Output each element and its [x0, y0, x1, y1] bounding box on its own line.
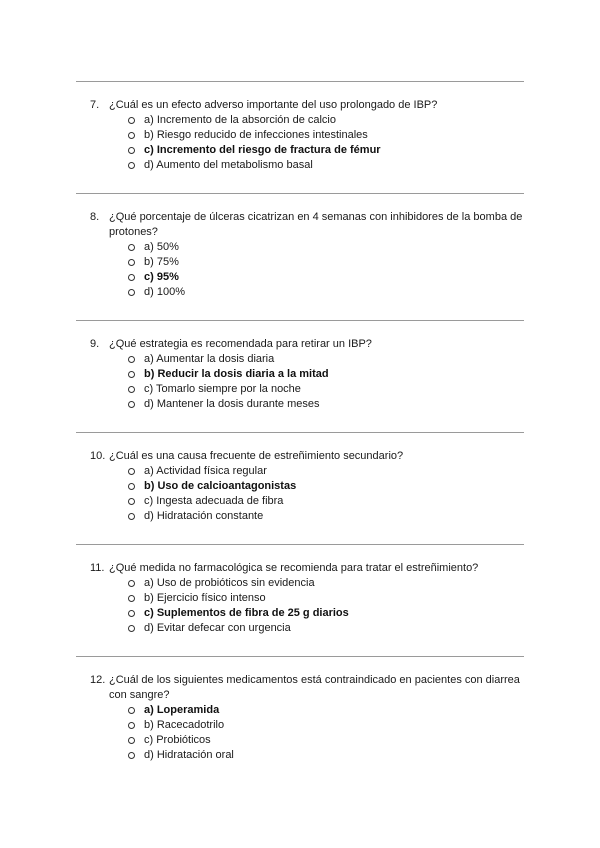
- option-a: a) Incremento de la absorción de calcio: [90, 113, 530, 128]
- circle-bullet-icon: [128, 483, 135, 490]
- circle-bullet-icon: [128, 625, 135, 632]
- divider: [76, 656, 524, 657]
- divider: [76, 193, 524, 194]
- circle-bullet-icon: [128, 752, 135, 759]
- option-c-correct: c) Suplementos de fibra de 25 g diarios: [90, 606, 530, 621]
- circle-bullet-icon: [128, 468, 135, 475]
- question-number: 10.: [90, 450, 106, 462]
- question-number: 7.: [90, 99, 100, 111]
- question-text: ¿Qué porcentaje de úlceras cicatrizan en 4 semanas con inhibidores de la bomba de protones?: [109, 211, 523, 238]
- option-a: a) 50%: [90, 240, 530, 255]
- circle-bullet-icon: [128, 610, 135, 617]
- option-a-correct: a) Loperamida: [90, 703, 530, 718]
- option-a: a) Aumentar la dosis diaria: [90, 352, 530, 367]
- circle-bullet-icon: [128, 162, 135, 169]
- circle-bullet-icon: [128, 580, 135, 587]
- circle-bullet-icon: [128, 147, 135, 154]
- option-b-correct: b) Reducir la dosis diaria a la mitad: [90, 367, 530, 382]
- question-number: 8.: [90, 211, 100, 223]
- question-stem: [90, 449, 530, 464]
- circle-bullet-icon: [128, 259, 135, 266]
- circle-bullet-icon: [128, 707, 135, 714]
- circle-bullet-icon: [128, 132, 135, 139]
- divider: [76, 81, 524, 82]
- question-stem: [90, 337, 530, 352]
- circle-bullet-icon: [128, 595, 135, 602]
- option-b-correct: b) Uso de calcioantagonistas: [90, 479, 530, 494]
- options-list: [90, 576, 530, 636]
- option-a: a) Uso de probióticos sin evidencia: [90, 576, 530, 591]
- option-c: c) Tomarlo siempre por la noche: [90, 382, 530, 397]
- question-stem: [90, 98, 530, 113]
- question-stem: [90, 210, 530, 240]
- circle-bullet-icon: [128, 386, 135, 393]
- option-c-correct: c) Incremento del riesgo de fractura de fémur: [90, 143, 530, 158]
- question-text: ¿Qué medida no farmacológica se recomienda para tratar el estreñimiento?: [109, 562, 479, 574]
- question-12: [90, 673, 530, 763]
- divider: [76, 320, 524, 321]
- question-text: ¿Qué estrategia es recomendada para retirar un IBP?: [109, 338, 372, 350]
- question-7: [90, 98, 530, 173]
- options-list: [90, 240, 530, 300]
- circle-bullet-icon: [128, 722, 135, 729]
- circle-bullet-icon: [128, 274, 135, 281]
- option-c: c) Ingesta adecuada de fibra: [90, 494, 530, 509]
- option-c-correct: c) 95%: [90, 270, 530, 285]
- question-10: [90, 449, 530, 524]
- divider: [76, 544, 524, 545]
- question-stem: [90, 673, 530, 703]
- question-stem: [90, 561, 530, 576]
- circle-bullet-icon: [128, 513, 135, 520]
- circle-bullet-icon: [128, 737, 135, 744]
- question-8: [90, 210, 530, 300]
- option-c: c) Probióticos: [90, 733, 530, 748]
- option-d: d) Hidratación oral: [90, 748, 530, 763]
- option-a: a) Actividad física regular: [90, 464, 530, 479]
- circle-bullet-icon: [128, 289, 135, 296]
- question-text: ¿Cuál de los siguientes medicamentos está contraindicado en pacientes con diarrea con sangre?: [109, 674, 520, 701]
- question-number: 12.: [90, 674, 106, 686]
- option-d: d) Mantener la dosis durante meses: [90, 397, 530, 412]
- circle-bullet-icon: [128, 244, 135, 251]
- option-b: b) Ejercicio físico intenso: [90, 591, 530, 606]
- option-d: d) 100%: [90, 285, 530, 300]
- question-11: [90, 561, 530, 636]
- options-list: [90, 352, 530, 412]
- question-number: 11.: [90, 562, 105, 574]
- option-b: b) Racecadotrilo: [90, 718, 530, 733]
- options-list: [90, 464, 530, 524]
- question-9: [90, 337, 530, 412]
- circle-bullet-icon: [128, 356, 135, 363]
- option-d: d) Hidratación constante: [90, 509, 530, 524]
- options-list: [90, 703, 530, 763]
- question-text: ¿Cuál es una causa frecuente de estreñimiento secundario?: [109, 450, 404, 462]
- circle-bullet-icon: [128, 117, 135, 124]
- option-d: d) Evitar defecar con urgencia: [90, 621, 530, 636]
- option-b: b) Riesgo reducido de infecciones intestinales: [90, 128, 530, 143]
- circle-bullet-icon: [128, 371, 135, 378]
- option-b: b) 75%: [90, 255, 530, 270]
- divider: [76, 432, 524, 433]
- question-text: ¿Cuál es un efecto adverso importante del uso prolongado de IBP?: [109, 99, 438, 111]
- option-d: d) Aumento del metabolismo basal: [90, 158, 530, 173]
- circle-bullet-icon: [128, 498, 135, 505]
- options-list: [90, 113, 530, 173]
- circle-bullet-icon: [128, 401, 135, 408]
- question-number: 9.: [90, 338, 100, 350]
